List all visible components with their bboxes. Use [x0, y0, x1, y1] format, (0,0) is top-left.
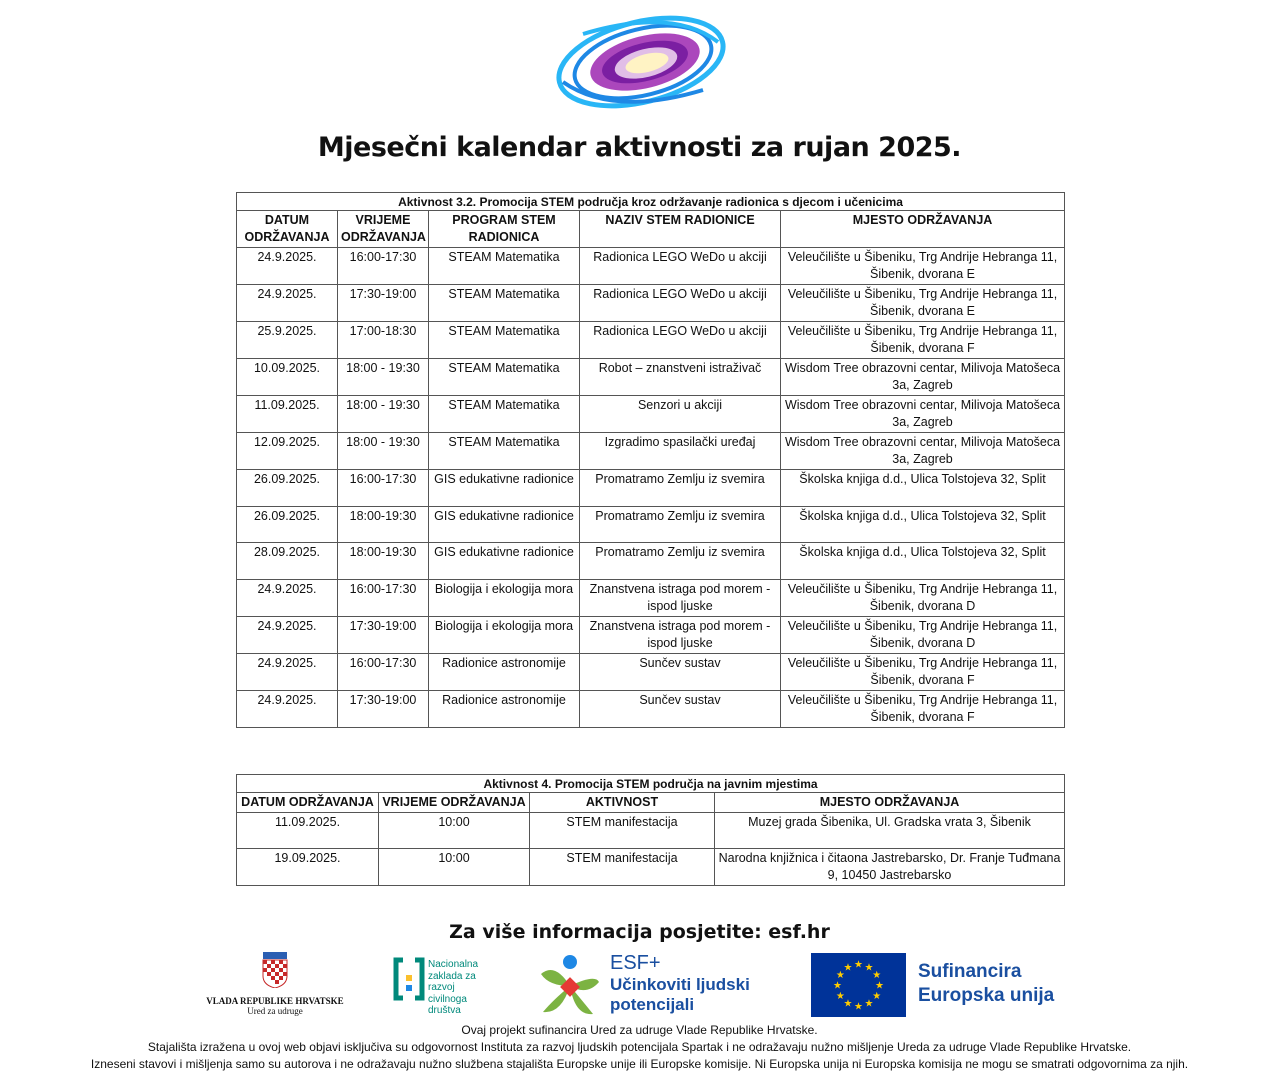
- activity-4-table: [236, 774, 1065, 886]
- table-cell: 12.09.2025.: [237, 433, 338, 470]
- disclaimer-footer: [0, 1022, 1279, 1073]
- eu-star-icon: ★: [854, 959, 863, 971]
- table-cell: 18:00-19:30: [338, 543, 429, 580]
- eu-star-icon: ★: [835, 970, 845, 981]
- table-cell: 17:30-19:00: [338, 285, 429, 322]
- table-cell: STEM manifestacija: [530, 849, 715, 886]
- table-cell: 24.9.2025.: [237, 248, 338, 285]
- table-cell: Izgradimo spasilački uređaj: [580, 433, 781, 470]
- table-cell: 16:00-17:30: [338, 579, 429, 616]
- column-header: PROGRAM STEM RADIONICA: [429, 211, 580, 248]
- table-row: [237, 248, 1065, 285]
- esf-plus-logo: [535, 952, 775, 1020]
- column-header: DATUM ODRŽAVANJA: [237, 211, 338, 248]
- table-row: [237, 359, 1065, 396]
- nz-text: [428, 959, 498, 1017]
- table-cell: 10:00: [379, 849, 530, 886]
- esf-plus-label: ESF+: [610, 952, 661, 974]
- table-cell: STEAM Matematika: [429, 396, 580, 433]
- table-cell: Znanstvena istraga pod morem - ispod ljuske: [580, 616, 781, 653]
- table-cell: 24.9.2025.: [237, 285, 338, 322]
- table-cell: 16:00-17:30: [338, 248, 429, 285]
- table-cell: 18:00 - 19:30: [338, 396, 429, 433]
- croatian-coat-of-arms-icon: [262, 952, 288, 988]
- table-cell: STEAM Matematika: [429, 359, 580, 396]
- column-header: DATUM ODRŽAVANJA: [237, 793, 379, 813]
- table-cell: 26.09.2025.: [237, 470, 338, 507]
- table-cell: Radionica LEGO WeDo u akciji: [580, 322, 781, 359]
- nz-line: zaklada za: [428, 970, 476, 982]
- table-cell: 11.09.2025.: [237, 813, 379, 849]
- table-row: [237, 285, 1065, 322]
- table-row: [237, 690, 1065, 727]
- table-cell: Školska knjiga d.d., Ulica Tolstojeva 32, Split: [781, 506, 1065, 543]
- table-row: [237, 653, 1065, 690]
- table-cell: Školska knjiga d.d., Ulica Tolstojeva 32, Split: [781, 470, 1065, 507]
- esf-flower-icon: [535, 952, 605, 1020]
- table-cell: Sunčev sustav: [580, 690, 781, 727]
- table-cell: GIS edukativne radionice: [429, 506, 580, 543]
- table-cell: Veleučilište u Šibeniku, Trg Andrije Hebranga 11, Šibenik, dvorana F: [781, 322, 1065, 359]
- table-caption: Aktivnost 3.2. Promocija STEM područja kroz održavanje radionica s djecom i učenicima: [237, 193, 1065, 211]
- table-cell: STEAM Matematika: [429, 285, 580, 322]
- table-cell: Radionica LEGO WeDo u akciji: [580, 285, 781, 322]
- table-cell: 10.09.2025.: [237, 359, 338, 396]
- table-cell: 10:00: [379, 813, 530, 849]
- table-cell: Wisdom Tree obrazovni centar, Milivoja Matošeca 3a, Zagreb: [781, 359, 1065, 396]
- institute-logo: [553, 12, 728, 112]
- esf-program-name: Učinkoviti ljudski potencijali: [610, 975, 750, 1014]
- eu-star-icon: ★: [833, 980, 842, 992]
- nz-line: Nacionalna: [428, 959, 479, 970]
- table-cell: 11.09.2025.: [237, 396, 338, 433]
- eu-star-icon: ★: [864, 962, 874, 974]
- table-cell: Veleučilište u Šibeniku, Trg Andrije Hebranga 11, Šibenik, dvorana D: [781, 616, 1065, 653]
- table-cell: Robot – znanstveni istraživač: [580, 359, 781, 396]
- table-cell: Veleučilište u Šibeniku, Trg Andrije Hebranga 11, Šibenik, dvorana E: [781, 285, 1065, 322]
- nacionalna-zaklada-logo: [393, 955, 503, 1020]
- column-header: MJESTO ODRŽAVANJA: [781, 211, 1065, 248]
- gov-name: VLADA REPUBLIKE HRVATSKE: [206, 996, 344, 1006]
- table-row: [237, 813, 1065, 849]
- table-row: [237, 506, 1065, 543]
- table-caption: Aktivnost 4. Promocija STEM područja na javnim mjestima: [237, 775, 1065, 793]
- table-cell: 25.9.2025.: [237, 322, 338, 359]
- column-header: MJESTO ODRŽAVANJA: [715, 793, 1065, 813]
- table-cell: STEM manifestacija: [530, 813, 715, 849]
- table-cell: 28.09.2025.: [237, 543, 338, 580]
- table-cell: 18:00 - 19:30: [338, 359, 429, 396]
- table-cell: 16:00-17:30: [338, 470, 429, 507]
- table-cell: Promatramo Zemlju iz svemira: [580, 543, 781, 580]
- eu-star-icon: ★: [843, 962, 853, 974]
- table-cell: Biologija i ekologija mora: [429, 616, 580, 653]
- table-cell: Radionice astronomije: [429, 653, 580, 690]
- table-cell: GIS edukativne radionice: [429, 543, 580, 580]
- table-row: [237, 433, 1065, 470]
- table-cell: Školska knjiga d.d., Ulica Tolstojeva 32, Split: [781, 543, 1065, 580]
- eu-star-icon: ★: [864, 998, 874, 1010]
- table-row: [237, 322, 1065, 359]
- table-cell: Veleučilište u Šibeniku, Trg Andrije Hebranga 11, Šibenik, dvorana E: [781, 248, 1065, 285]
- table-row: [237, 470, 1065, 507]
- table-cell: 19.09.2025.: [237, 849, 379, 886]
- eu-flag-icon: [811, 953, 906, 1017]
- table-cell: 24.9.2025.: [237, 616, 338, 653]
- table-cell: 17:30-19:00: [338, 690, 429, 727]
- table-cell: Sunčev sustav: [580, 653, 781, 690]
- table-row: [237, 396, 1065, 433]
- page-title: Mjesečni kalendar aktivnosti za rujan 2025.: [317, 132, 962, 163]
- table-cell: Veleučilište u Šibeniku, Trg Andrije Hebranga 11, Šibenik, dvorana F: [781, 690, 1065, 727]
- table-cell: Wisdom Tree obrazovni centar, Milivoja Matošeca 3a, Zagreb: [781, 433, 1065, 470]
- table-cell: Radionica LEGO WeDo u akciji: [580, 248, 781, 285]
- eu-star-icon: ★: [872, 970, 882, 981]
- table-cell: Promatramo Zemlju iz svemira: [580, 470, 781, 507]
- table-cell: Promatramo Zemlju iz svemira: [580, 506, 781, 543]
- eu-star-icon: ★: [875, 980, 884, 992]
- table-cell: 18:00-19:30: [338, 506, 429, 543]
- table-cell: STEAM Matematika: [429, 248, 580, 285]
- table-cell: Wisdom Tree obrazovni centar, Milivoja Matošeca 3a, Zagreb: [781, 396, 1065, 433]
- table-cell: Radionice astronomije: [429, 690, 580, 727]
- eu-star-icon: ★: [843, 998, 853, 1010]
- table-cell: 24.9.2025.: [237, 653, 338, 690]
- eu-cofunding-text: Sufinancira Europska unija: [918, 961, 1055, 1006]
- table-cell: GIS edukativne radionice: [429, 470, 580, 507]
- gov-sub: Ured za udruge: [247, 1006, 303, 1016]
- eu-star-icon: ★: [854, 1001, 863, 1013]
- bracket-logo-icon: [393, 957, 425, 1001]
- nz-line: društva: [428, 1005, 461, 1016]
- table-cell: 24.9.2025.: [237, 579, 338, 616]
- table-cell: 26.09.2025.: [237, 506, 338, 543]
- eu-star-icon: ★: [835, 991, 845, 1002]
- column-header: VRIJEME ODRŽAVANJA: [379, 793, 530, 813]
- table-row: [237, 579, 1065, 616]
- more-info-link[interactable]: Za više informacija posjetite: esf.hr: [449, 921, 830, 943]
- nz-line: civilnoga: [428, 993, 467, 1005]
- footer-line: Izneseni stavovi i mišljenja samo su autorova i ne odražavaju nužno službena stajališta Europske unije ili Europske komisije. Ni Europska unija ni Europska komisija ne mogu se smatrati odgovornima za njih.: [90, 1057, 1189, 1071]
- table-cell: Narodna knjižnica i čitaona Jastrebarsko, Dr. Franje Tuđmana 9, 10450 Jastrebarsko: [715, 849, 1065, 886]
- table-row: [237, 849, 1065, 886]
- table-cell: Senzori u akciji: [580, 396, 781, 433]
- column-header: AKTIVNOST: [530, 793, 715, 813]
- table-cell: Veleučilište u Šibeniku, Trg Andrije Hebranga 11, Šibenik, dvorana D: [781, 579, 1065, 616]
- table-row: [237, 543, 1065, 580]
- table-cell: STEAM Matematika: [429, 322, 580, 359]
- table-cell: 17:00-18:30: [338, 322, 429, 359]
- column-header: VRIJEME ODRŽAVANJA: [338, 211, 429, 248]
- table-cell: Znanstvena istraga pod morem - ispod ljuske: [580, 579, 781, 616]
- activity-3-2-table: [236, 192, 1065, 728]
- eu-star-icon: ★: [872, 991, 882, 1002]
- table-cell: STEAM Matematika: [429, 433, 580, 470]
- footer-line: Stajališta izražena u ovoj web objavi isključiva su odgovornost Instituta za razvoj ljudskih potencijala Spartak i ne odražavaju nužno mišljenje Ureda za udruge Vlade Republike Hrvatske.: [147, 1040, 1132, 1054]
- column-header: NAZIV STEM RADIONICE: [580, 211, 781, 248]
- table-cell: Veleučilište u Šibeniku, Trg Andrije Hebranga 11, Šibenik, dvorana F: [781, 653, 1065, 690]
- table-cell: Muzej grada Šibenika, Ul. Gradska vrata 3, Šibenik: [715, 813, 1065, 849]
- government-logo: [200, 952, 350, 1016]
- table-cell: 17:30-19:00: [338, 616, 429, 653]
- table-cell: 18:00 - 19:30: [338, 433, 429, 470]
- table-cell: Biologija i ekologija mora: [429, 579, 580, 616]
- table-row: [237, 616, 1065, 653]
- table-cell: 16:00-17:30: [338, 653, 429, 690]
- table-cell: 24.9.2025.: [237, 690, 338, 727]
- footer-line: Ovaj projekt sufinancira Ured za udruge Vlade Republike Hrvatske.: [461, 1023, 818, 1037]
- nz-line: razvoj: [428, 982, 455, 993]
